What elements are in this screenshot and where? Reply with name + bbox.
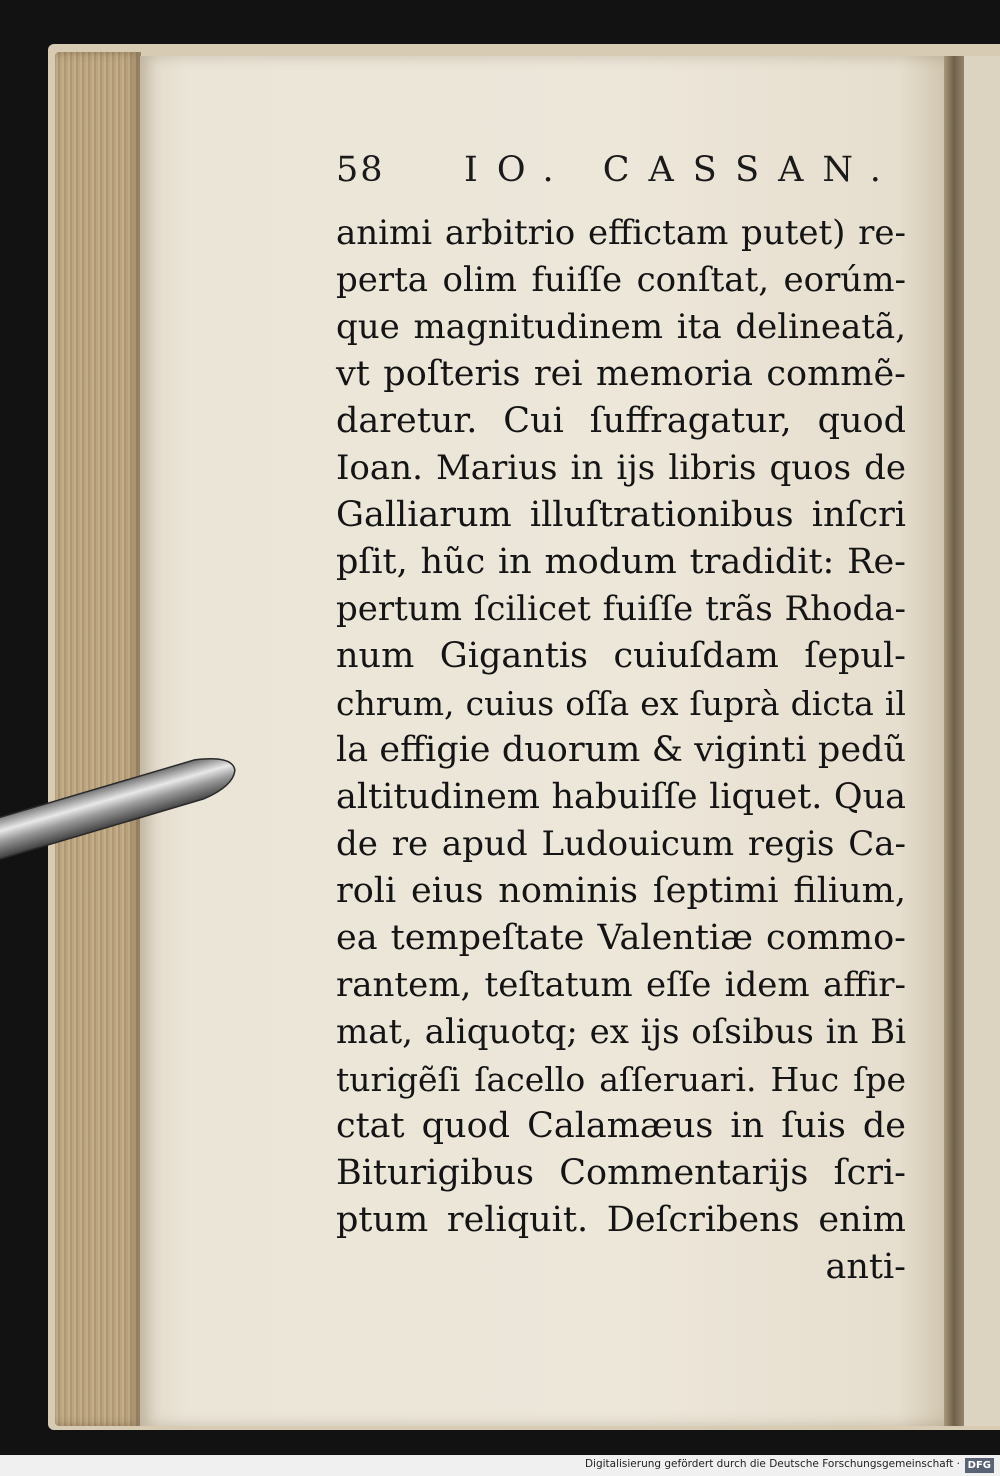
text-line: Galliarum illuſtrationibus inſcri xyxy=(336,495,906,535)
text-line: que magnitudinem ita delineatã, xyxy=(336,307,906,347)
facing-page-edge xyxy=(964,56,1000,1426)
text-line: ea tempeſtate Valentiæ commo- xyxy=(336,918,906,958)
text-line: animi arbitrio effictam putet) re- xyxy=(336,213,906,253)
funding-credit: Digitalisierung gefördert durch die Deutsche Forschungsgemeinschaft · xyxy=(584,1458,960,1470)
text-line: de re apud Ludouicum regis Ca- xyxy=(336,824,906,864)
text-line: pertum ſcilicet fuiſſe trãs Rhoda- xyxy=(336,589,906,629)
footer-bar xyxy=(0,1455,1000,1476)
book-gutter xyxy=(944,56,966,1426)
page-edges xyxy=(55,52,141,1426)
page-number: 58 xyxy=(336,150,385,190)
dfg-logo: DFG xyxy=(965,1458,994,1473)
text-line: mat, aliquotq; ex ijs oſsibus in Bi xyxy=(336,1012,906,1052)
text-line: rantem, teſtatum eſſe idem affir- xyxy=(336,965,906,1005)
text-line: roli eius nominis ſeptimi filium, xyxy=(336,871,906,911)
text-line: Ioan. Marius in ijs libris quos de xyxy=(336,448,906,488)
text-line: perta olim fuiſſe conſtat, eorúm- xyxy=(336,260,906,300)
running-title: IO. CASSAN. xyxy=(464,150,900,190)
text-line: vt poſteris rei memoria commẽ- xyxy=(336,354,906,394)
text-line: la effigie duorum & viginti pedũ xyxy=(336,730,906,770)
text-line: ctat quod Calamæus in ſuis de xyxy=(336,1106,906,1146)
text-line: turigẽſi ſacello aſſeruari. Huc ſpe xyxy=(336,1060,906,1099)
body-text xyxy=(336,210,906,1291)
text-line: daretur. Cui ſuffragatur, quod xyxy=(336,401,906,441)
text-line: chrum, cuius oſſa ex ſuprà dicta il xyxy=(336,684,906,723)
text-line: altitudinem habuiſſe liquet. Qua xyxy=(336,777,906,817)
text-line: Biturigibus Commentarijs ſcri- xyxy=(336,1153,906,1193)
text-line: ptum reliquit. Deſcribens enim xyxy=(336,1200,906,1240)
text-line: anti- xyxy=(825,1247,906,1287)
text-line: num Gigantis cuiuſdam ſepul- xyxy=(336,636,906,676)
text-line: pſit, hũc in modum tradidit: Re- xyxy=(336,542,906,582)
